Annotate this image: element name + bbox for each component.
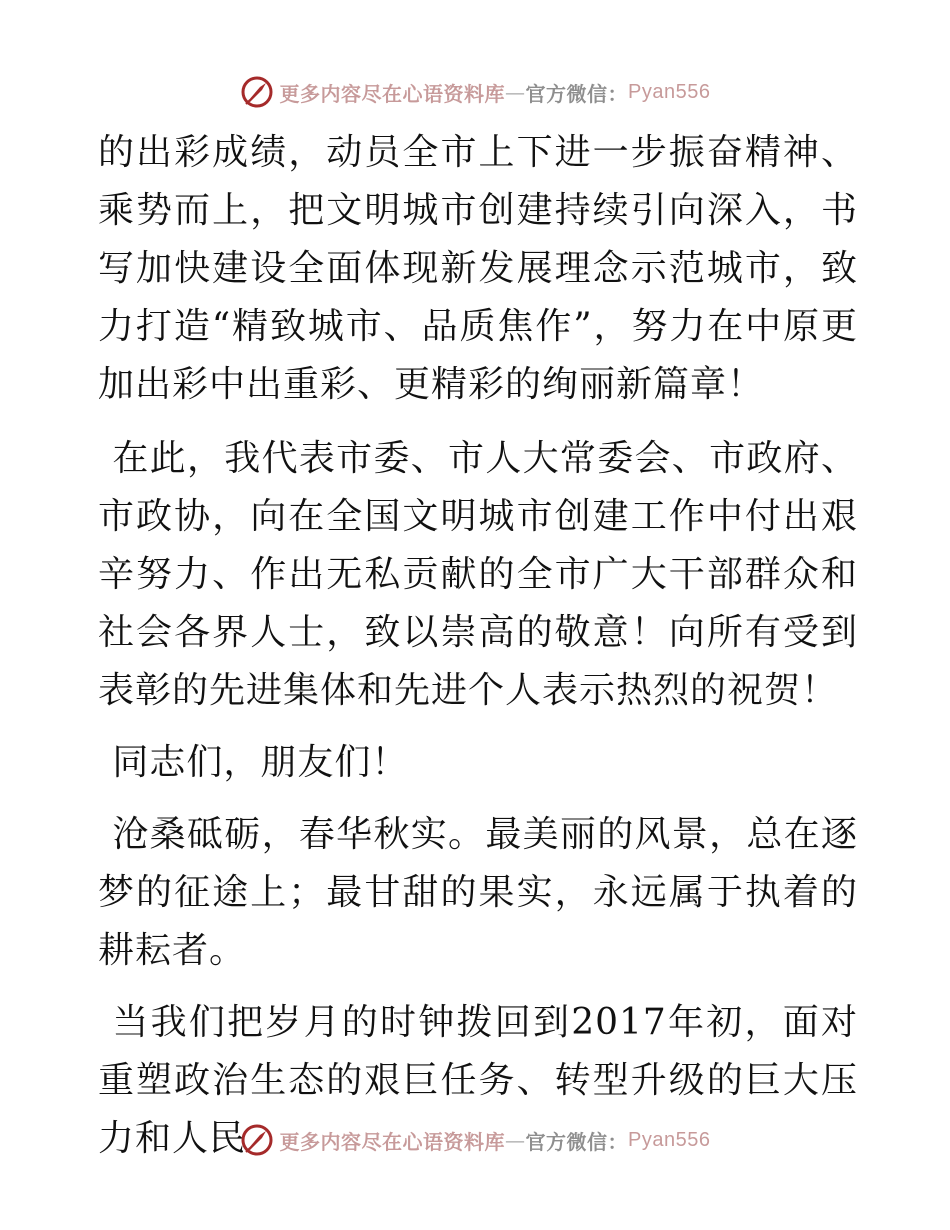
quill-logo-icon bbox=[240, 75, 274, 109]
paragraph: 沧桑砥砺，春华秋实。最美丽的风景，总在逐梦的征途上；最甘甜的果实，永远属于执着的耕耘者。 bbox=[98, 814, 858, 971]
header-banner bbox=[0, 72, 950, 112]
footer-banner-label: 官方微信： bbox=[525, 1129, 629, 1154]
document-body bbox=[98, 124, 858, 1182]
footer-banner-main: 更多内容尽在心语资料库 bbox=[279, 1129, 506, 1154]
header-banner-main: 更多内容尽在心语资料库 bbox=[279, 81, 506, 106]
quill-logo-icon bbox=[240, 1123, 274, 1157]
footer-banner-separator: — bbox=[505, 1128, 526, 1152]
header-banner-separator: — bbox=[505, 80, 526, 104]
footer-banner bbox=[0, 1120, 950, 1160]
header-banner-label: 官方微信： bbox=[525, 81, 629, 106]
paragraph: 的出彩成绩，动员全市上下进一步振奋精神、乘势而上，把文明城市创建持续引向深入，书写加快建设全面体现新发展理念示范城市，致力打造“精致城市、品质焦作”，努力在中原更加出彩中出重彩、更精彩的绚丽新篇章！ bbox=[98, 132, 858, 405]
header-banner-code: Pyan556 bbox=[628, 80, 711, 103]
paragraph: 在此，我代表市委、市人大常委会、市政府、市政协，向在全国文明城市创建工作中付出艰辛努力、作出无私贡献的全市广大干部群众和社会各界人士，致以崇高的敬意！向所有受到表彰的先进集体和先进个人表示热烈的祝贺！ bbox=[98, 438, 858, 711]
footer-banner-code: Pyan556 bbox=[628, 1128, 711, 1151]
paragraph: 当我们把岁月的时钟拨回到2017年初，面对重塑政治生态的艰巨任务、转型升级的巨大压力和人民 bbox=[98, 1002, 858, 1159]
paragraph: 同志们，朋友们！ bbox=[112, 742, 409, 783]
